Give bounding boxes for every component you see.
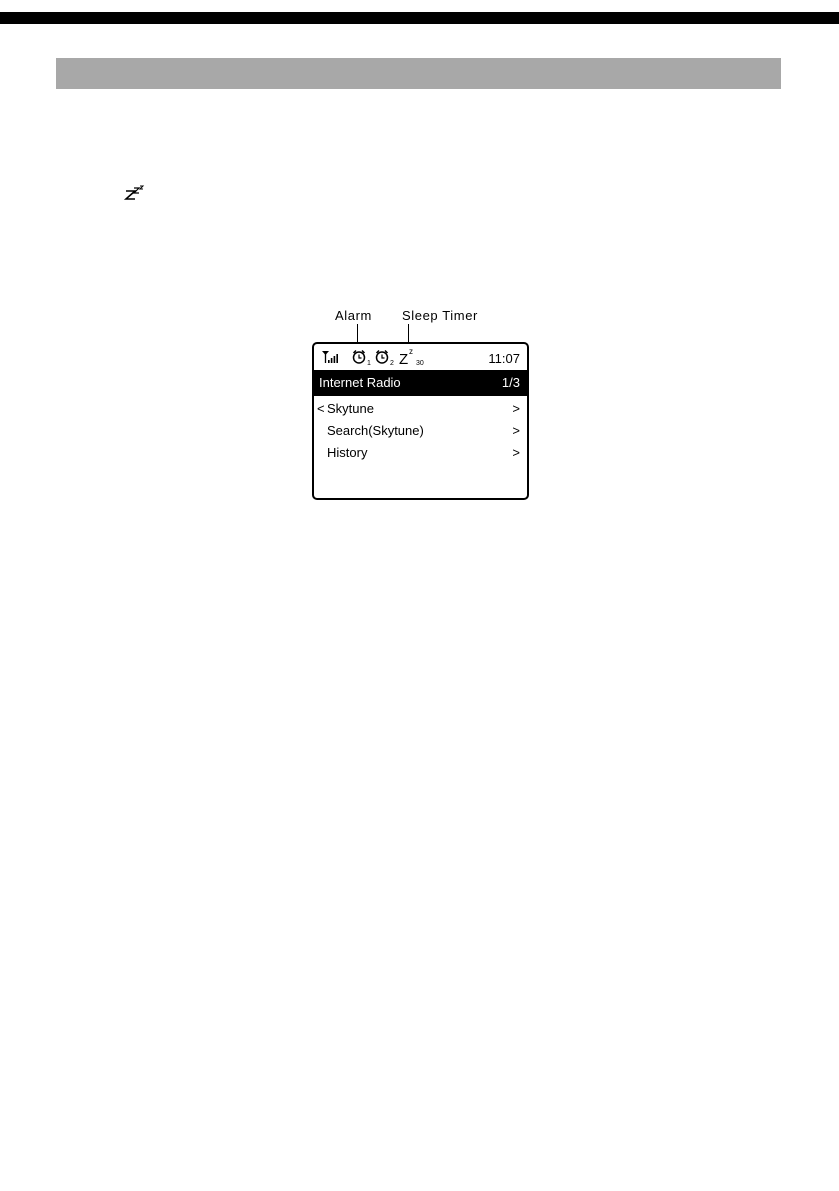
antenna-signal-icon [322, 351, 338, 363]
alarm-callout-label: Alarm [335, 308, 372, 323]
section-header-band [56, 58, 781, 89]
alarm-clock-icon [377, 351, 395, 368]
alarm-1-index: 1 [367, 360, 371, 367]
back-indicator: < [317, 401, 325, 416]
radio-display-screen [312, 342, 529, 500]
menu-item-search-skytune[interactable] [314, 420, 527, 442]
clock-time: 11:07 [488, 351, 520, 366]
menu-item-label: History [327, 445, 368, 460]
top-rule [0, 12, 839, 24]
menu-item-skytune[interactable] [314, 398, 527, 420]
menu-title: Internet Radio [319, 375, 401, 390]
chevron-right-icon: > [512, 423, 520, 438]
status-icons [314, 344, 444, 370]
status-bar [314, 344, 527, 370]
chevron-right-icon: > [512, 445, 520, 460]
sleep-timer-callout-label: Sleep Timer [402, 308, 478, 323]
sleep-timer-icon [399, 347, 424, 368]
menu-title-bar [314, 370, 527, 396]
page-indicator: 1/3 [501, 375, 520, 390]
menu-item-label: Search(Skytune) [327, 423, 424, 438]
alarm-clock-icon [354, 351, 372, 368]
menu-item-label: Skytune [327, 401, 374, 416]
chevron-right-icon: > [512, 401, 520, 416]
sleep-timer-letter: Z [399, 351, 409, 368]
alarm-2-index: 2 [390, 360, 394, 367]
sleep-timer-superscript: z [409, 347, 413, 356]
sleep-timer-minutes: 30 [416, 360, 424, 367]
sleep-zz-icon [120, 184, 154, 202]
menu-item-history[interactable] [314, 442, 527, 464]
